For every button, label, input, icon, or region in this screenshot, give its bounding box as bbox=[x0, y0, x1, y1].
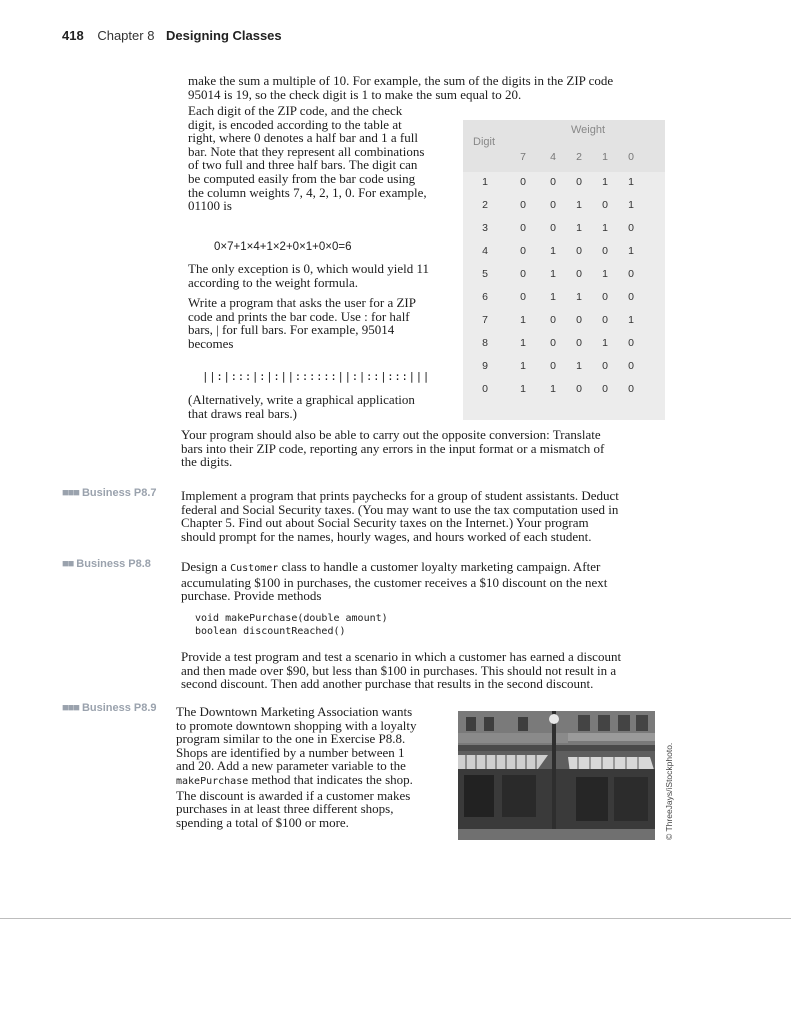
weight-formula: 0×7+1×4+1×2+0×1+0×0=6 bbox=[214, 241, 352, 253]
text-line bbox=[181, 560, 661, 576]
text-line: second discount. Then add another purchase that results in the second discount. bbox=[181, 676, 594, 692]
table-bit: 1 bbox=[520, 383, 526, 395]
table-bit: 1 bbox=[576, 360, 582, 372]
table-bit: 0 bbox=[602, 199, 608, 211]
text-line: be computed easily from the bar code using bbox=[188, 170, 416, 186]
text-line: Provide a test program and test a scenario in which a customer has earned a discount bbox=[181, 649, 622, 664]
text-line: The Downtown Marketing Association wants bbox=[176, 704, 413, 719]
table-bit: 0 bbox=[576, 383, 582, 395]
text-line: The only exception is 0, which would yield 11 bbox=[188, 261, 430, 276]
code-line: void makePurchase(double amount) bbox=[195, 613, 388, 624]
table-bit: 0 bbox=[550, 360, 556, 372]
exercise-label-p8-9 bbox=[62, 702, 157, 714]
table-bit: 0 bbox=[576, 337, 582, 349]
page-number: 418 bbox=[62, 28, 84, 43]
table-bit: 0 bbox=[628, 337, 634, 349]
digit-weight-table bbox=[463, 120, 665, 420]
text-line: bars, | for full bars. For example, 95014 bbox=[188, 322, 395, 338]
page-bottom-rule bbox=[0, 918, 791, 919]
table-bit: 1 bbox=[602, 222, 608, 234]
exercise-label-p8-7 bbox=[62, 487, 157, 499]
text-line: becomes bbox=[188, 335, 234, 351]
table-bit: 0 bbox=[628, 268, 634, 280]
text-fragment: Design a bbox=[181, 559, 231, 574]
text-line: purchase. Provide methods bbox=[181, 588, 322, 604]
encoding-paragraph bbox=[188, 104, 458, 213]
text-line: Shops are identified by a number between 1 bbox=[176, 744, 405, 760]
table-bit: 1 bbox=[602, 176, 608, 188]
text-line: and 20. Add a new parameter variable to the bbox=[176, 758, 406, 774]
text-line: to promote downtown shopping with a loyalty bbox=[176, 717, 417, 733]
text-line: bar. Note that they represent all combinations bbox=[188, 143, 425, 159]
intro-line: 95014 is 19, so the check digit is 1 to make the sum equal to 20. bbox=[188, 86, 522, 102]
difficulty-squares: ■■■ bbox=[62, 487, 79, 499]
table-bit: 1 bbox=[602, 337, 608, 349]
table-digit: 8 bbox=[482, 337, 488, 349]
table-bit: 0 bbox=[550, 337, 556, 349]
text-line: that draws real bars.) bbox=[188, 405, 298, 421]
text-line: Your program should also be able to carry out the opposite conversion: Translate bbox=[181, 427, 601, 442]
table-digit: 5 bbox=[482, 268, 488, 280]
text-line: purchases in at least three different shops, bbox=[176, 801, 394, 817]
text-line: bars into their ZIP code, reporting any errors in the input format or a mismatch of bbox=[181, 440, 605, 456]
text-line: Each digit of the ZIP code, and the check bbox=[188, 103, 403, 118]
table-bit: 0 bbox=[520, 245, 526, 257]
table-bit: 0 bbox=[520, 176, 526, 188]
section-title: Designing Classes bbox=[166, 28, 282, 43]
weight-value: 2 bbox=[576, 151, 582, 163]
table-digit: 6 bbox=[482, 291, 488, 303]
weight-value: 7 bbox=[520, 151, 526, 163]
table-bit: 0 bbox=[520, 199, 526, 211]
table-bit: 0 bbox=[628, 360, 634, 372]
alternative-paragraph bbox=[188, 393, 458, 420]
intro-line: make the sum a multiple of 10. For example, the sum of the digits in the ZIP code bbox=[188, 73, 614, 88]
exercise-p8-8-text bbox=[181, 560, 661, 603]
intro-paragraph bbox=[188, 74, 658, 101]
table-bit: 1 bbox=[550, 291, 556, 303]
text-line: the digits. bbox=[181, 454, 233, 470]
table-bit: 0 bbox=[520, 268, 526, 280]
method-signatures bbox=[195, 612, 388, 638]
text-line: Implement a program that prints paychecks for a group of student assistants. Deduct bbox=[181, 488, 619, 503]
exercise-p8-9-text bbox=[176, 705, 456, 829]
code-line: boolean discountReached() bbox=[195, 626, 346, 637]
table-bit: 1 bbox=[628, 199, 634, 211]
table-bit: 0 bbox=[520, 222, 526, 234]
text-fragment: method that indicates the shop. bbox=[248, 771, 413, 787]
table-bit: 0 bbox=[602, 291, 608, 303]
barcode-example: ||:|:::|:|:||::::::||:|::|:::||| bbox=[202, 370, 430, 383]
table-bit: 1 bbox=[550, 383, 556, 395]
text-line: code and prints the bar code. Use : for half bbox=[188, 308, 410, 324]
table-bit: 0 bbox=[628, 383, 634, 395]
exercise-p8-8-followup bbox=[181, 650, 661, 691]
exercise-label-p8-8 bbox=[62, 558, 151, 570]
table-bit: 1 bbox=[550, 268, 556, 280]
text-line: according to the weight formula. bbox=[188, 274, 359, 290]
weight-column-header: Weight bbox=[571, 124, 606, 136]
table-bit: 0 bbox=[576, 314, 582, 326]
table-bit: 0 bbox=[602, 360, 608, 372]
table-bit: 1 bbox=[602, 268, 608, 280]
difficulty-squares: ■■ bbox=[62, 558, 74, 570]
write-program-paragraph bbox=[188, 296, 458, 350]
weight-value: 1 bbox=[602, 151, 608, 163]
photo-credit bbox=[662, 722, 676, 840]
table-digit: 2 bbox=[482, 199, 488, 211]
table-bit: 1 bbox=[576, 222, 582, 234]
text-line: Chapter 5. Find out about Social Security taxes on the Internet.) Your program bbox=[181, 515, 589, 531]
table-bit: 0 bbox=[550, 199, 556, 211]
weight-value: 4 bbox=[550, 151, 556, 163]
text-line: and then made over $90, but less than $100 in purchases. This should not result in a bbox=[181, 662, 617, 678]
table-bit: 1 bbox=[520, 314, 526, 326]
table-digit: 0 bbox=[482, 383, 488, 395]
table-bit: 1 bbox=[628, 176, 634, 188]
table-digit: 7 bbox=[482, 314, 488, 326]
table-bit: 1 bbox=[628, 245, 634, 257]
table-digit: 1 bbox=[482, 176, 488, 188]
table-bit: 0 bbox=[602, 383, 608, 395]
text-line: digit, is encoded according to the table at bbox=[188, 116, 402, 132]
text-line: 01100 is bbox=[188, 198, 232, 214]
table-digit: 9 bbox=[482, 360, 488, 372]
code-class-name: Customer bbox=[230, 563, 279, 574]
table-digit: 3 bbox=[482, 222, 488, 234]
table-bit: 0 bbox=[602, 314, 608, 326]
table-bit: 1 bbox=[576, 199, 582, 211]
exercise-label-text: Business P8.7 bbox=[81, 487, 157, 499]
text-line: (Alternatively, write a graphical application bbox=[188, 392, 415, 407]
table-bit: 0 bbox=[550, 176, 556, 188]
text-line: program similar to the one in Exercise P8.8. bbox=[176, 731, 406, 747]
table-bit: 0 bbox=[550, 222, 556, 234]
table-bit: 0 bbox=[576, 268, 582, 280]
table-bit: 0 bbox=[628, 291, 634, 303]
table-bit: 0 bbox=[576, 176, 582, 188]
exercise-p8-7-text bbox=[181, 489, 661, 543]
table-bit: 1 bbox=[576, 291, 582, 303]
table-bit: 1 bbox=[520, 337, 526, 349]
weight-value: 0 bbox=[628, 151, 634, 163]
text-line: the column weights 7, 4, 2, 1, 0. For example, bbox=[188, 184, 427, 200]
exception-paragraph bbox=[188, 262, 458, 289]
text-line bbox=[176, 773, 456, 789]
table-digit: 4 bbox=[482, 245, 488, 257]
text-line: Write a program that asks the user for a ZIP bbox=[188, 295, 416, 310]
table-bit: 1 bbox=[520, 360, 526, 372]
table-bit: 0 bbox=[550, 314, 556, 326]
text-line: The discount is awarded if a customer makes bbox=[176, 787, 411, 803]
exercise-label-text: Business P8.8 bbox=[76, 558, 151, 570]
opposite-conversion-paragraph bbox=[181, 428, 661, 469]
storefront-illustration bbox=[458, 711, 655, 840]
table-bit: 1 bbox=[550, 245, 556, 257]
text-line: federal and Social Security taxes. (You may want to use the tax computation used in bbox=[181, 501, 619, 517]
text-line: of two full and three half bars. The digit can bbox=[188, 157, 418, 173]
table-bit: 0 bbox=[520, 291, 526, 303]
text-line: spending a total of $100 or more. bbox=[176, 814, 349, 830]
text-fragment: class to handle a customer loyalty marketing campaign. After bbox=[278, 559, 601, 574]
code-method-name: makePurchase bbox=[176, 775, 249, 787]
digit-column-header: Digit bbox=[473, 136, 496, 148]
difficulty-squares: ■■■ bbox=[62, 702, 79, 714]
exercise-label-text: Business P8.9 bbox=[81, 702, 157, 714]
table-bit: 0 bbox=[576, 245, 582, 257]
text-line: right, where 0 denotes a half bar and 1 a full bbox=[188, 130, 418, 146]
running-header bbox=[62, 28, 282, 43]
table-bit: 1 bbox=[628, 314, 634, 326]
photo-credit-text: © ThreeJays/iStockphoto. bbox=[664, 742, 674, 840]
downtown-storefront-photo bbox=[458, 711, 655, 840]
text-line: should prompt for the names, hourly wages, and hours worked of each student. bbox=[181, 528, 592, 544]
table-bit: 0 bbox=[602, 245, 608, 257]
table-bit: 0 bbox=[628, 222, 634, 234]
chapter-label: Chapter 8 bbox=[97, 28, 155, 43]
text-line: accumulating $100 in purchases, the customer receives a $10 discount on the next bbox=[181, 574, 608, 590]
